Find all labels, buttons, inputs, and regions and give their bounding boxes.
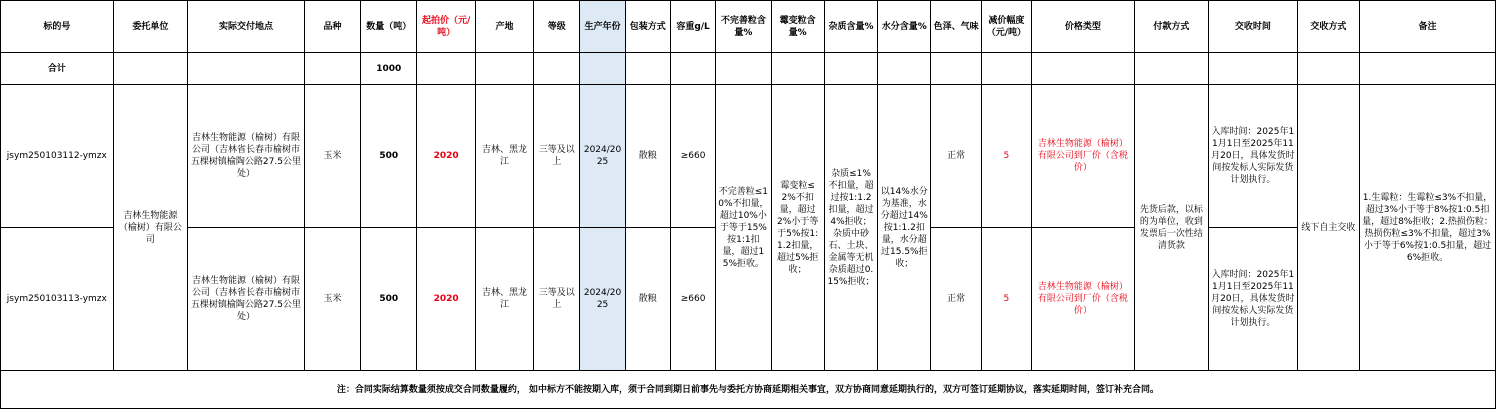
header-payment: 付款方式 — [1134, 1, 1208, 53]
total-quantity: 1000 — [361, 53, 417, 85]
header-packing: 包装方式 — [625, 1, 670, 53]
start-price-cell: 2020 — [417, 85, 475, 228]
packing-cell: 散粮 — [625, 228, 670, 371]
delivery-place-cell: 吉林生物能源（榆树）有限公司（吉林省长春市榆树市五棵树镇榆陶公路27.5公里处） — [188, 228, 305, 371]
year-cell: 2024/2025 — [580, 85, 625, 228]
footer-note: 注：合同实际结算数量须按成交合同数量履约， 如中标方不能按期入库，须于合同到期日前事先与委托方协商延期相关事宜，双方协商同意延期执行的，双方可签订延期协议，落实延期时间，签订补充合同。 — [1, 371, 1496, 409]
header-delivery-place: 实际交付地点 — [188, 1, 305, 53]
header-origin: 产地 — [475, 1, 533, 53]
total-label: 合计 — [1, 53, 114, 85]
header-remarks: 备注 — [1360, 1, 1496, 53]
header-variety: 品种 — [304, 1, 360, 53]
remarks-cell: 1.生霉粒：生霉粒≤3%不扣量，超过3%小于等于8%按1:0.5扣量，超过8%拒收；2.热损伤粒：热损伤粒≤3%不扣量，超过3%小于等于6%按1:0.5扣量，超过6%拒收。 — [1360, 85, 1496, 371]
header-grade: 等级 — [534, 1, 580, 53]
price-type-cell: 吉林生物能源（榆树）有限公司到厂价（含税价） — [1032, 228, 1135, 371]
header-row — [1, 1, 1496, 53]
color-smell-cell: 正常 — [931, 85, 981, 228]
quantity-cell: 500 — [361, 228, 417, 371]
header-consignor: 委托单位 — [113, 1, 187, 53]
grade-cell: 三等及以上 — [534, 228, 580, 371]
reduction-cell: 5 — [981, 228, 1031, 371]
delivery-place-cell: 吉林生物能源（榆树）有限公司（吉林省长春市榆树市五棵树镇榆陶公路27.5公里处） — [188, 85, 305, 228]
delivery-time-cell: 入库时间：2025年11月1日至2025年11月20日，具体发货时间按发标人实际发货计划执行。 — [1209, 228, 1298, 371]
header-mildew: 霉变粒含量% — [771, 1, 824, 53]
header-reduction: 减价幅度（元/吨） — [981, 1, 1031, 53]
header-start-price: 起拍价（元/吨） — [417, 1, 475, 53]
header-quantity: 数量（吨） — [361, 1, 417, 53]
price-type-cell: 吉林生物能源（榆树）有限公司到厂价（含税价） — [1032, 85, 1135, 228]
density-cell: ≥660 — [670, 85, 715, 228]
table-row — [1, 85, 1496, 228]
imperfect-cell: 不完善粒≤10%不扣量，超过10%小于等于15%按1:1扣量，超过15%拒收。 — [716, 85, 771, 371]
packing-cell: 散粮 — [625, 85, 670, 228]
delivery-method-cell: 线下自主交收 — [1297, 85, 1359, 371]
header-impurity: 杂质含量% — [824, 1, 877, 53]
header-density: 容重g/L — [670, 1, 715, 53]
payment-cell: 先货后款，以标的为单位，收到发票后一次性结清货款 — [1134, 85, 1208, 371]
moisture-cell: 以14%水分为基准，水分超过14%按1:1.2扣量，水分超过15.5%拒收； — [878, 85, 931, 371]
header-price-type: 价格类型 — [1032, 1, 1135, 53]
origin-cell: 吉林、黑龙江 — [475, 228, 533, 371]
header-imperfect: 不完善粒含量% — [716, 1, 771, 53]
mildew-cell: 霉变粒≤2%不扣量，超过2%小于等于5%按1:1.2扣量，超过5%拒收； — [771, 85, 824, 371]
variety-cell: 玉米 — [304, 228, 360, 371]
lot-no-cell: jsym250103112-ymzx — [1, 85, 114, 228]
header-lot-no: 标的号 — [1, 1, 114, 53]
impurity-cell: 杂质≤1%不扣量，超过按1:1.2扣量，超过4%拒收；杂质中砂石、土块、金属等无机杂质超过0.15%拒收； — [824, 85, 877, 371]
origin-cell: 吉林、黑龙江 — [475, 85, 533, 228]
year-cell: 2024/2025 — [580, 228, 625, 371]
reduction-cell: 5 — [981, 85, 1031, 228]
header-delivery-time: 交收时间 — [1209, 1, 1298, 53]
quantity-cell: 500 — [361, 85, 417, 228]
delivery-time-cell: 入库时间：2025年11月1日至2025年11月20日，具体发货时间按发标人实际发货计划执行。 — [1209, 85, 1298, 228]
start-price-cell: 2020 — [417, 228, 475, 371]
header-year: 生产年份 — [580, 1, 625, 53]
grade-cell: 三等及以上 — [534, 85, 580, 228]
lot-no-cell: jsym250103113-ymzx — [1, 228, 114, 371]
color-smell-cell: 正常 — [931, 228, 981, 371]
header-color-smell: 色泽、气味 — [931, 1, 981, 53]
footer-row — [1, 371, 1496, 409]
total-row — [1, 53, 1496, 85]
variety-cell: 玉米 — [304, 85, 360, 228]
header-delivery-method: 交收方式 — [1297, 1, 1359, 53]
density-cell: ≥660 — [670, 228, 715, 371]
consignor-cell: 吉林生物能源（榆树）有限公司 — [113, 85, 187, 371]
header-moisture: 水分含量% — [878, 1, 931, 53]
